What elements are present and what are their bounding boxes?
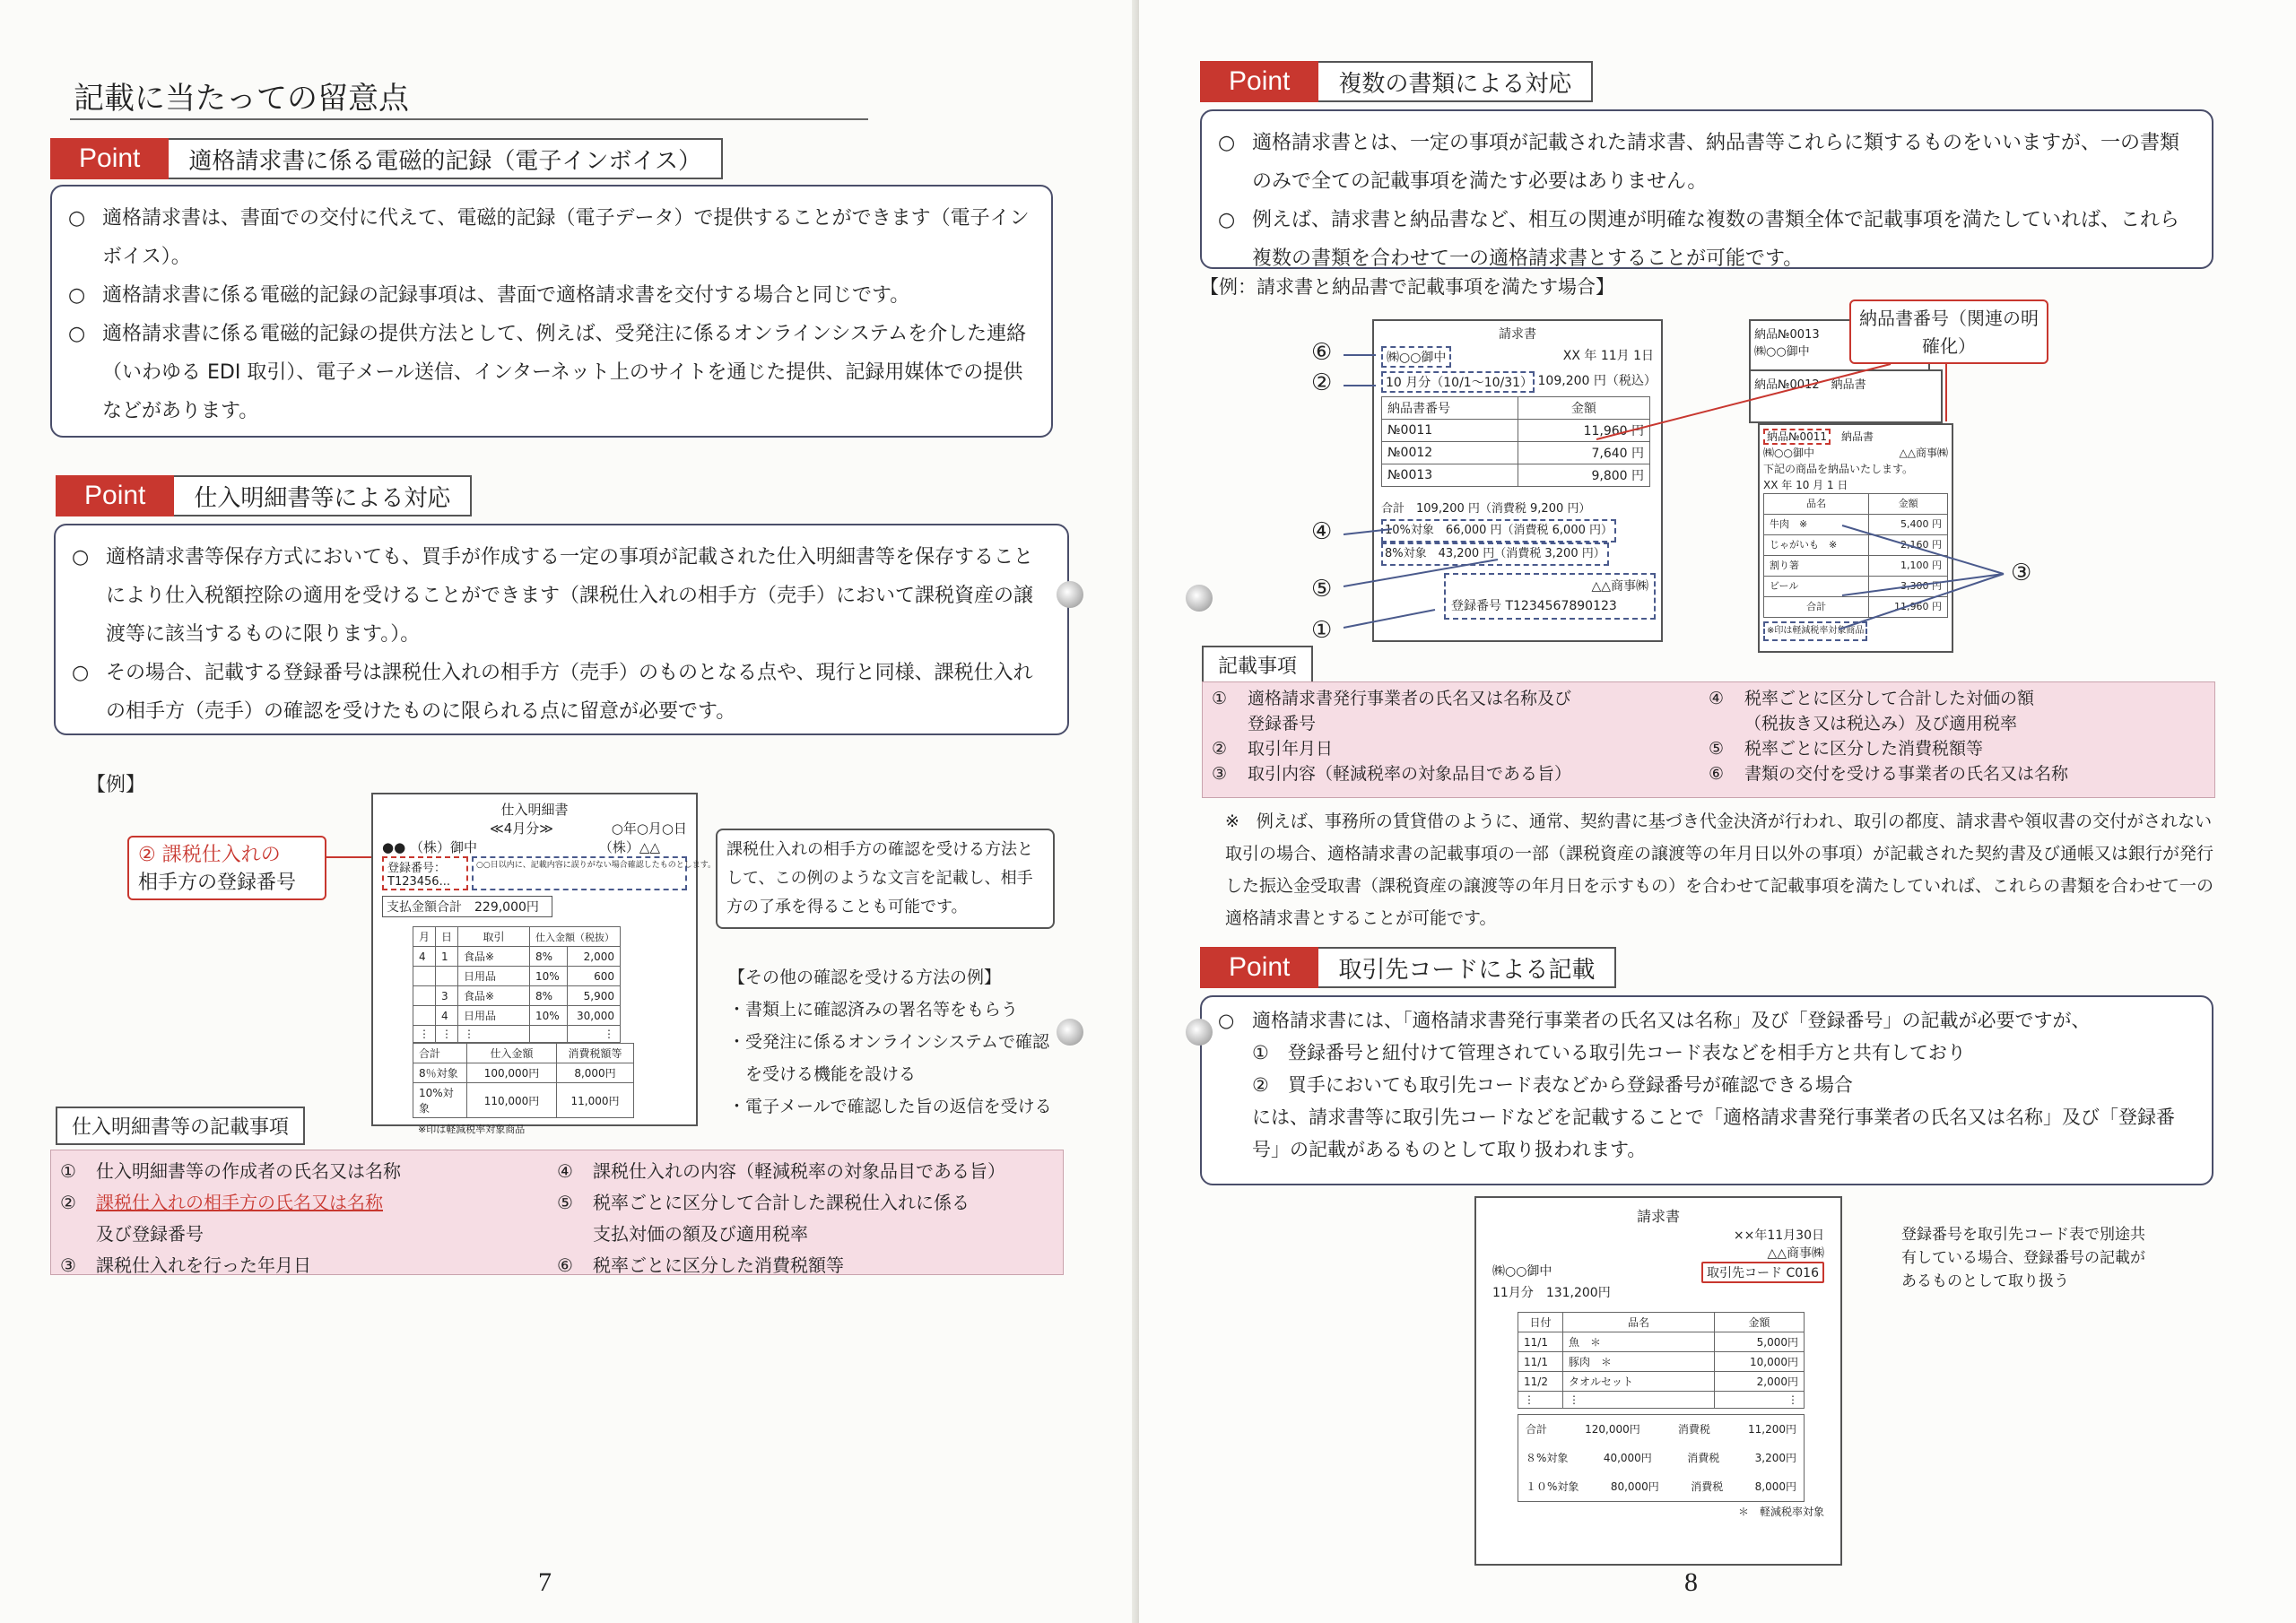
invoice-10pct: 10%対象 66,000 円（消費税 6,000 円） bbox=[1381, 519, 1616, 542]
point-title: 複数の書類による対応 bbox=[1318, 61, 1593, 102]
point-tag: Point bbox=[50, 138, 169, 179]
point-title: 適格請求書に係る電磁的記録（電子インボイス） bbox=[169, 138, 723, 179]
table-row: 4 日用品 10% 30,000 bbox=[413, 1006, 621, 1026]
invoice-table: 納品書番号 金額 №0011 11,960 円 №0012 7,640 円 №0013 9,800 円 bbox=[1381, 396, 1650, 487]
table-row: 11/2 タオルセット 2,000円 bbox=[1518, 1372, 1805, 1392]
slip-sum-table: 合計 仕入金額 消費税額等 8％対象 100,000円 8,000円 10%対象 110,000円 11,000円 bbox=[413, 1043, 634, 1118]
slip-total: 支払金額合計 229,000円 bbox=[382, 896, 552, 917]
slip-date: ○年○月○日 bbox=[611, 820, 687, 837]
invoice-issuer: △△商事㈱ 登録番号 T1234567890123 bbox=[1444, 573, 1656, 620]
slip-from: （株）△△ bbox=[598, 839, 660, 855]
table-row: 4 1 食品※ 8% 2,000 bbox=[413, 947, 621, 967]
slip-to: ●● （株）御中 bbox=[382, 839, 477, 855]
example-title: 【例：請求書と納品書で記載事項を満たす場合】 bbox=[1200, 276, 1614, 298]
callout-arrow bbox=[326, 856, 371, 858]
slip-title: 仕入明細書 bbox=[500, 802, 569, 818]
slip-registration: 登録番号：T123456... bbox=[382, 856, 468, 890]
delivery-slip-middle: 納品№0012 納品書 bbox=[1749, 369, 1943, 423]
table-row: 日用品 10% 600 bbox=[413, 967, 621, 986]
invoice-8pct: 8%対象 43,200 円（消費税 3,200 円） bbox=[1381, 542, 1609, 566]
confirm-callout: 課税仕入れの相手方の確認を受ける方法として、この例のような文言を記載し、相手方の了承を得ることも可能です。 bbox=[716, 829, 1055, 929]
point-customer-code-box: ○ 適格請求書には、「適格請求書発行事業者の氏名又は名称」及び「登録番号」の記載が必要ですが、 ① 登録番号と紐付けて管理されている取引先コード表などを相手方と共有しており ② 買手においても取引先コード表などから登録番号が確認できる場合 には、請求書等に取引先コードなどを記載することで「適格請求書発行事業者の氏名又は名称」及び「登録番号」の記載があるものとして取り扱われます。 bbox=[1200, 995, 2213, 1185]
marker-2: ② bbox=[1311, 369, 1333, 396]
list-item: ○ 適格請求書に係る電磁的記録の提供方法として、例えば、受発注に係るオンラインシステムを介した連絡（いわゆる EDI 取引）、電子メール送信、インターネット上のサイトを通じた提供、記録用媒体での提供などがあります。 bbox=[68, 323, 1027, 422]
point-title: 仕入明細書等による対応 bbox=[174, 475, 472, 516]
page-left bbox=[0, 0, 1139, 1623]
invoice-period: 10 月分（10/1～10/31） bbox=[1381, 371, 1535, 393]
invoice-sample: 請求書 ㈱○○御中 XX 年 11月 1日 10 月分（10/1～10/31） 109,200 円（税込） 納品書番号 金額 №0011 11,960 円 №0012 7,640 円 №0013 9,800 円 合計 109,200 円（消費税 9,200 円） 10%対象 66,000 円（消費税 6,000 円） 8%対象 43,200 円（消費税 3,200 円） △△商事㈱ 登録番号 T1234567890123 bbox=[1372, 319, 1663, 642]
marker-4: ④ bbox=[1311, 518, 1333, 545]
table-row: 割り箸 1,100 円 bbox=[1764, 556, 1948, 577]
purchase-statement-sample bbox=[371, 793, 716, 1135]
diagram-arrows bbox=[1139, 0, 2296, 681]
table-row: 牛肉 ※ 5,400 円 bbox=[1764, 515, 1948, 535]
punch-hole-decoration bbox=[1057, 581, 1083, 608]
list-item: ○ 適格請求書に係る電磁的記録の記録事項は、書面で適格請求書を交付する場合と同じです。 bbox=[68, 284, 910, 307]
point-purchase-statement-header bbox=[56, 475, 472, 516]
punch-hole-decoration bbox=[1057, 1019, 1083, 1046]
page-number: 7 bbox=[538, 1567, 552, 1597]
registration-number-callout: ② 課税仕入れの 相手方の登録番号 bbox=[127, 836, 326, 900]
table-row: ⋮ ⋮ ⋮ ⋮ bbox=[413, 1026, 621, 1043]
list-item: ○ 適格請求書には、「適格請求書発行事業者の氏名又は名称」及び「登録番号」の記載が必要ですが、 bbox=[1218, 1010, 2091, 1031]
marker-3: ③ bbox=[2011, 560, 2032, 586]
point-purchase-statement-box bbox=[54, 524, 1069, 735]
point-customer-code-header bbox=[1200, 947, 1616, 988]
customer-code-note: 登録番号を取引先コード表で別途共有している場合、登録番号の記載があるものとして取り扱う bbox=[1901, 1226, 2145, 1290]
marker-6: ⑥ bbox=[1311, 339, 1333, 366]
table-row: ⋮ ⋮ ⋮ bbox=[1518, 1392, 1805, 1409]
other-methods: 【その他の確認を受ける方法の例】 ・書類上に確認済みの署名等をもらう ・受発注に係るオンラインシステムで確認 を受ける機能を設ける ・電子メールで確認した旨の返信を受ける bbox=[728, 968, 1052, 1116]
table-row: じゃがいも ※ 2,160 円 bbox=[1764, 535, 1948, 556]
customer-code: 取引先コード C016 bbox=[1701, 1262, 1824, 1283]
point-electronic-invoice-box bbox=[50, 185, 1053, 438]
point-tag: Point bbox=[1200, 947, 1318, 988]
punch-hole-decoration bbox=[1186, 1019, 1213, 1046]
customer-code-invoice-sample: 請求書 ××年11月30日 △△商事㈱ ㈱○○御中 取引先コード C016 11月分 131,200円 日付 品名 金額 11/1 魚 ＊ 5,000円 11/1 豚肉 ＊ 10,000円 11/2 タオルセット 2,000円 ⋮ ⋮ ⋮ 合計 120,000円 消費税 11,200円 ８%対象 40,000円 消費税 3,200円 １０%対象 80,000円 消費税 8,000円 ＊ 軽減税率対象 bbox=[1474, 1196, 1842, 1566]
delivery-slip-back: 納品№0013 ㈱○○御中 bbox=[1749, 319, 1930, 391]
page-number: 8 bbox=[1684, 1567, 1698, 1597]
items-label: 記載事項 bbox=[1202, 646, 1313, 684]
slip-footnote: ※印は軽減税率対象商品 bbox=[418, 1124, 526, 1135]
table-row: №0013 9,800 円 bbox=[1382, 464, 1650, 487]
marker-5: ⑤ bbox=[1311, 576, 1333, 603]
invoice2-table: 日付 品名 金額 11/1 魚 ＊ 5,000円 11/1 豚肉 ＊ 10,000円 11/2 タオルセット 2,000円 ⋮ ⋮ ⋮ bbox=[1518, 1312, 1805, 1409]
table-row: №0012 7,640 円 bbox=[1382, 442, 1650, 464]
table-row: 3 食品※ 8% 5,900 bbox=[413, 986, 621, 1006]
table-row: 11/1 豚肉 ＊ 10,000円 bbox=[1518, 1352, 1805, 1372]
required-items-box: ① 仕入明細書等の作成者の氏名又は名称 ② 課税仕入れの相手方の氏名又は名称 及び登録番号 ③ 課税仕入れを行った年月日 ④ 課税仕入れの内容（軽減税率の対象品目である旨） ⑤ 税率ごとに区分して合計した課税仕入れに係る 支払対価の額及び適用税率 ⑥ 税率ごとに区分した消費税額等 bbox=[50, 1150, 1064, 1275]
invoice-to: ㈱○○御中 bbox=[1381, 346, 1451, 368]
table-row: ビール 3,300 円 bbox=[1764, 577, 1948, 597]
point-tag: Point bbox=[56, 475, 174, 516]
table-row: 合計 11,960 円 bbox=[1764, 597, 1948, 618]
invoice2-summary: 合計 120,000円 消費税 11,200円 ８%対象 40,000円 消費税 3,200円 １０%対象 80,000円 消費税 8,000円 bbox=[1518, 1414, 1805, 1502]
slip-confirm-text: ○○日以内に、記載内容に誤りがない場合確認したものとします。 bbox=[472, 856, 687, 890]
page-right bbox=[1139, 0, 2296, 1623]
table-row: №0011 11,960 円 bbox=[1382, 420, 1650, 442]
example-label: 【例】 bbox=[86, 774, 146, 796]
slip-subtitle: ≪4月分≫ bbox=[490, 820, 553, 837]
delivery-number-callout: 納品書番号（関連の明確化） bbox=[1849, 299, 2048, 364]
items-label: 仕入明細書等の記載事項 bbox=[56, 1107, 305, 1145]
page-title: 記載に当たっての留意点 bbox=[74, 81, 409, 117]
slip-table: 月 日 取引 仕入金額（税抜） 4 1 食品※ 8% 2,000 日用品 10% 600 3 食品※ 8% 5,900 4 日用品 10% 30,000 ⋮ ⋮ ⋮ ⋮ bbox=[413, 926, 621, 1043]
point-tag: Point bbox=[1200, 61, 1318, 102]
list-item: ○ その場合、記載する登録番号は課税仕入れの相手方（売手）のものとなる点や、現行と同様、課税仕入れの相手方（売手）の確認を受けたものに限られる点に留意が必要です。 bbox=[72, 662, 1033, 723]
list-item: ○ 適格請求書は、書面での交付に代えて、電磁的記録（電子データ）で提供することができます（電子インボイス）。 bbox=[68, 207, 1030, 268]
list-item: ○ 例えば、請求書と納品書など、相互の関連が明確な複数の書類全体で記載事項を満たしていれば、これら複数の書類を合わせて一の適格請求書とすることが可能です。 bbox=[1218, 209, 2180, 270]
punch-hole-decoration bbox=[1186, 585, 1213, 612]
table-row: 10%対象 110,000円 11,000円 bbox=[413, 1083, 634, 1118]
delivery-table: 品名 金額 牛肉 ※ 5,400 円 じゃがいも ※ 2,160 円 割り箸 1,100 円 ビール 3,300 円 合計 11,960 円 bbox=[1763, 493, 1948, 618]
point-electronic-invoice-header bbox=[50, 138, 723, 179]
delivery-number: 納品№0011 bbox=[1763, 429, 1831, 445]
table-row: 11/1 魚 ＊ 5,000円 bbox=[1518, 1332, 1805, 1352]
title-underline bbox=[70, 118, 868, 120]
list-item: ○ 適格請求書とは、一定の事項が記載された請求書、納品書等これらに類するものをいいますが、一の書類のみで全ての記載事項を満たす必要はありません。 bbox=[1218, 132, 2180, 193]
contract-note: ※ 例えば、事務所の賃貸借のように、通常、契約書に基づき代金決済が行われ、取引の都度、請求書や領収書の交付がされない取引の場合、適格請求書の記載事項の一部（課税資産の譲渡等の年月日以外の事項）が記載された契約書及び通帳又は銀行が発行した振込金受取書（課税資産の譲渡等の年月日を示すもの）を合わせて記載事項を満たしていれば、これらの書類を合わせて一の適格請求書とすることが可能です。 bbox=[1225, 812, 2214, 928]
delivery-slip-front: 納品№0011 納品書 ㈱○○御中 △△商事㈱ 下記の商品を納品いたします。 XX 年 10 月 1 日 品名 金額 牛肉 ※ 5,400 円 じゃがいも ※ 2,160 円 割り箸 1,100 円 ビール 3,300 円 合計 11,960 円 ※印は軽減税率対象商品 bbox=[1758, 423, 1953, 653]
required-items-box: ① 適格請求書発行事業者の氏名又は名称及び 登録番号 ② 取引年月日 ③ 取引内容（軽減税率の対象品目である旨） ④ 税率ごとに区分して合計した対価の額 （税抜き又は税込み）及び適用税率 ⑤ 税率ごとに区分した消費税額等 ⑥ 書類の交付を受ける事業者の氏名又は名称 bbox=[1202, 681, 2215, 798]
table-row: 8％対象 100,000円 8,000円 bbox=[413, 1063, 634, 1083]
list-item: ○ 適格請求書等保存方式においても、買手が作成する一定の事項が記載された仕入明細書等を保存することにより仕入税額控除の適用を受けることができます（課税仕入れの相手方（売手）において課税資産の譲渡等に該当するものに限ります。）。 bbox=[72, 546, 1034, 646]
point-title: 取引先コードによる記載 bbox=[1318, 947, 1616, 988]
marker-1: ① bbox=[1311, 617, 1333, 644]
